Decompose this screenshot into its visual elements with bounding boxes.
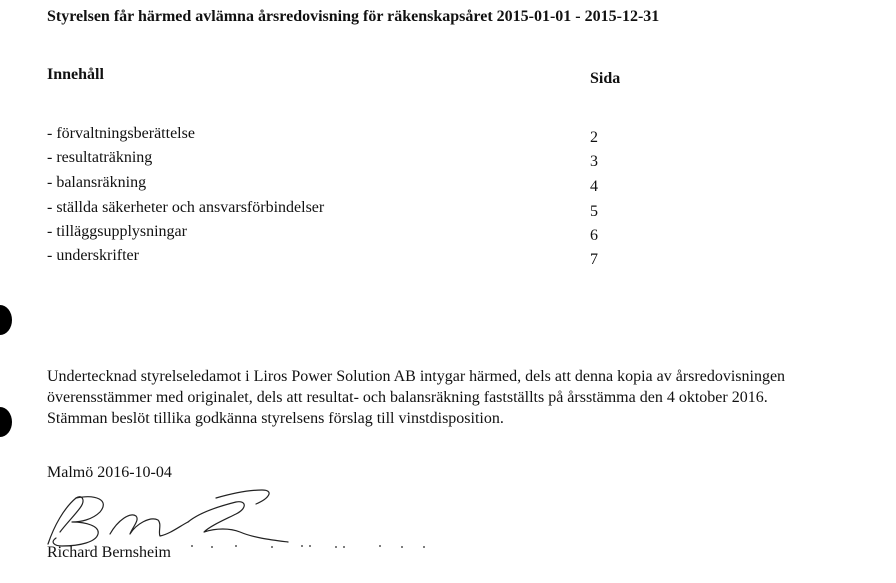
toc-item-page: 5 (590, 203, 598, 220)
place-date: Malmö 2016-10-04 (47, 464, 172, 481)
toc-item-label: - underskrifter (47, 247, 139, 264)
toc-item-label: - ställda säkerheter och ansvarsförbindelser (47, 199, 325, 216)
punch-hole (0, 305, 12, 335)
statement-line: Undertecknad styrelseledamot i Liros Power Solution AB intygar härmed, dels att denna kopia av årsredovisningen (47, 368, 786, 385)
signer-name: Richard Bernsheim (47, 544, 171, 561)
punch-hole (0, 407, 12, 437)
statement-line: Stämman beslöt tillika godkänna styrelsens förslag till vinstdisposition. (47, 410, 504, 427)
toc-item-label: - tilläggsupplysningar (47, 223, 187, 240)
toc-item-page: 6 (590, 227, 598, 244)
toc-content-header: Innehåll (47, 66, 104, 83)
toc-item-page: 2 (590, 129, 598, 146)
document-title: Styrelsen får härmed avlämna årsredovisning för räkenskapsåret 2015-01-01 - 2015-12-31 (47, 8, 660, 25)
toc-item-page: 3 (590, 153, 598, 170)
toc-item-label: - resultaträkning (47, 149, 153, 166)
toc-item-page: 7 (590, 251, 598, 268)
toc-item-label: - balansräkning (47, 174, 147, 191)
toc-item-label: - förvaltningsberättelse (47, 125, 195, 142)
toc-item-page: 4 (590, 178, 598, 195)
statement-line: överensstämmer med originalet, dels att resultat- och balansräkning fastställts på årsstämma den 4 oktober 2016. (47, 389, 768, 406)
toc-page-header: Sida (590, 70, 621, 87)
